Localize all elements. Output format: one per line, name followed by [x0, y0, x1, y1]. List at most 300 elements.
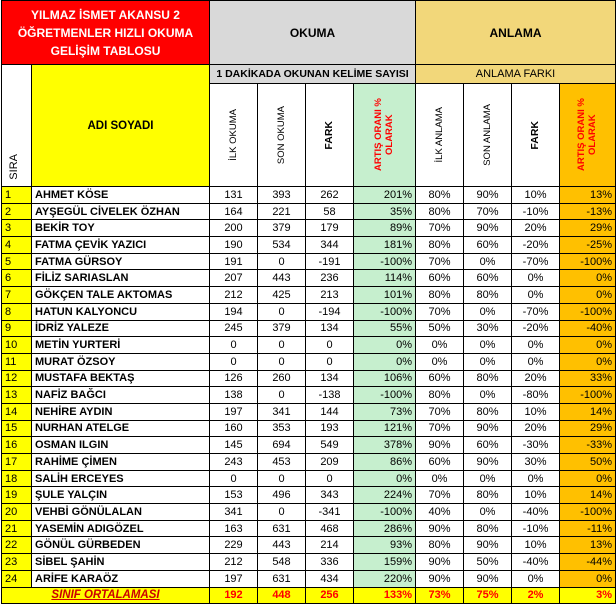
anlama-header-cell[interactable]: [416, 1, 616, 65]
ilk-anlama-cell[interactable]: 70%: [416, 420, 464, 437]
fark-anlama-cell[interactable]: 0%: [512, 270, 560, 287]
row-number-cell[interactable]: 3: [2, 220, 32, 237]
artis-anlama-cell[interactable]: 13%: [560, 537, 616, 554]
table-row: [2, 353, 616, 370]
ilk-anlama-cell[interactable]: 70%: [416, 220, 464, 237]
artis-okuma-cell[interactable]: 114%: [354, 270, 416, 287]
name-cell[interactable]: FATMA GÜRSOY: [32, 253, 210, 270]
ilk-okuma-cell[interactable]: 0: [210, 337, 258, 354]
fark-okuma-cell[interactable]: -341: [306, 504, 354, 521]
artis-okuma-cell[interactable]: 0%: [354, 470, 416, 487]
row-number-cell[interactable]: 7: [2, 287, 32, 304]
fark-okuma-cell[interactable]: 549: [306, 437, 354, 454]
fark-okuma-cell[interactable]: 434: [306, 570, 354, 587]
name-cell[interactable]: ŞULE YALÇIN: [32, 487, 210, 504]
table-row: [2, 270, 616, 287]
average-ilk-a-cell[interactable]: 73%: [416, 587, 464, 603]
row-number-cell[interactable]: 6: [2, 270, 32, 287]
fark-anlama-cell[interactable]: 20%: [512, 370, 560, 387]
row-number-cell[interactable]: 22: [2, 537, 32, 554]
table-row: [2, 537, 616, 554]
row-number-cell[interactable]: 15: [2, 420, 32, 437]
son-okuma-cell[interactable]: 0: [258, 337, 306, 354]
fark-okuma-header-cell[interactable]: [306, 84, 354, 187]
table-row: [2, 487, 616, 504]
ilk-anlama-cell[interactable]: 80%: [416, 237, 464, 254]
ilk-okuma-cell[interactable]: 164: [210, 203, 258, 220]
row-number-cell[interactable]: 24: [2, 570, 32, 587]
name-cell[interactable]: AHMET KÖSE: [32, 187, 210, 204]
ilk-okuma-cell[interactable]: 153: [210, 487, 258, 504]
artis-anlama-cell[interactable]: -11%: [560, 520, 616, 537]
ilk-anlama-cell[interactable]: 0%: [416, 470, 464, 487]
son-anlama-cell[interactable]: 90%: [464, 537, 512, 554]
son-okuma-cell[interactable]: 379: [258, 320, 306, 337]
row-number-cell[interactable]: 5: [2, 253, 32, 270]
son-anlama-header-cell[interactable]: [464, 84, 512, 187]
adi-soyadi-header: ADI SOYADI: [87, 119, 154, 132]
ilk-anlama-cell[interactable]: 80%: [416, 537, 464, 554]
son-okuma-cell[interactable]: 425: [258, 287, 306, 304]
table-row: [2, 570, 616, 587]
fark-okuma-cell[interactable]: 58: [306, 203, 354, 220]
artis-okuma-cell[interactable]: 121%: [354, 420, 416, 437]
name-cell[interactable]: SİBEL ŞAHİN: [32, 554, 210, 571]
table-row: [2, 337, 616, 354]
ilk-okuma-cell[interactable]: 212: [210, 554, 258, 571]
fark-anlama-cell[interactable]: 10%: [512, 537, 560, 554]
son-okuma-cell[interactable]: 353: [258, 420, 306, 437]
ilk-okuma-header: İLK OKUMA: [228, 109, 239, 161]
name-cell[interactable]: YASEMİN ADIGÖZEL: [32, 520, 210, 537]
ilk-anlama-header-cell[interactable]: [416, 84, 464, 187]
row-number-cell[interactable]: 16: [2, 437, 32, 454]
row-number-cell[interactable]: 18: [2, 470, 32, 487]
artis-okuma-cell[interactable]: 286%: [354, 520, 416, 537]
ilk-okuma-cell[interactable]: 212: [210, 287, 258, 304]
artis-anlama-cell[interactable]: 29%: [560, 420, 616, 437]
artis-okuma-cell[interactable]: 35%: [354, 203, 416, 220]
artis-anlama-cell[interactable]: -100%: [560, 303, 616, 320]
artis-anlama-cell[interactable]: -100%: [560, 504, 616, 521]
son-okuma-cell[interactable]: 341: [258, 403, 306, 420]
name-cell[interactable]: AYŞEGÜL CİVELEK ÖZHAN: [32, 203, 210, 220]
son-okuma-cell[interactable]: 0: [258, 504, 306, 521]
ilk-anlama-cell[interactable]: 80%: [416, 187, 464, 204]
table-row: [2, 520, 616, 537]
son-anlama-cell[interactable]: 60%: [464, 437, 512, 454]
fark-anlama-cell[interactable]: -40%: [512, 504, 560, 521]
artis-anlama-cell[interactable]: 13%: [560, 187, 616, 204]
son-anlama-cell[interactable]: 70%: [464, 203, 512, 220]
son-anlama-cell[interactable]: 0%: [464, 387, 512, 404]
row-number-cell[interactable]: 1: [2, 187, 32, 204]
fark-anlama-header: FARK: [529, 120, 542, 150]
ilk-okuma-cell[interactable]: 145: [210, 437, 258, 454]
artis-okuma-cell[interactable]: 0%: [354, 337, 416, 354]
artis-okuma-cell[interactable]: 159%: [354, 554, 416, 571]
row-number-cell[interactable]: 12: [2, 370, 32, 387]
ilk-okuma-cell[interactable]: 341: [210, 504, 258, 521]
artis-okuma-cell[interactable]: -100%: [354, 504, 416, 521]
average-fark-a-cell[interactable]: 2%: [512, 587, 560, 603]
son-anlama-cell[interactable]: 0%: [464, 337, 512, 354]
fark-okuma-cell[interactable]: 213: [306, 287, 354, 304]
name-cell[interactable]: NAFİZ BAĞCI: [32, 387, 210, 404]
fark-okuma-cell[interactable]: -138: [306, 387, 354, 404]
son-okuma-header: SON OKUMA: [276, 105, 287, 165]
table-row: [2, 320, 616, 337]
artis-okuma-header-cell[interactable]: [354, 84, 416, 187]
average-son-cell[interactable]: 448: [258, 587, 306, 603]
fark-okuma-cell[interactable]: 344: [306, 237, 354, 254]
average-ilk-cell[interactable]: 192: [210, 587, 258, 603]
fark-anlama-cell[interactable]: 20%: [512, 420, 560, 437]
son-anlama-cell[interactable]: 80%: [464, 370, 512, 387]
ilk-anlama-cell[interactable]: 60%: [416, 454, 464, 471]
son-anlama-cell[interactable]: 90%: [464, 420, 512, 437]
fark-okuma-cell[interactable]: 144: [306, 403, 354, 420]
ilk-anlama-cell[interactable]: 0%: [416, 353, 464, 370]
fark-anlama-cell[interactable]: -10%: [512, 203, 560, 220]
fark-anlama-cell[interactable]: -70%: [512, 253, 560, 270]
ilk-okuma-cell[interactable]: 197: [210, 403, 258, 420]
name-cell[interactable]: METİN YURTERİ: [32, 337, 210, 354]
fark-okuma-cell[interactable]: 468: [306, 520, 354, 537]
sira-header-cell[interactable]: [2, 65, 32, 187]
okuma-subheader-cell[interactable]: [210, 65, 416, 84]
ilk-okuma-cell[interactable]: 0: [210, 353, 258, 370]
sira-header: SIRA: [8, 154, 20, 180]
name-cell[interactable]: NURHAN ATELGE: [32, 420, 210, 437]
ilk-anlama-cell[interactable]: 90%: [416, 554, 464, 571]
fark-okuma-header: FARK: [323, 120, 335, 150]
fark-anlama-cell[interactable]: -10%: [512, 520, 560, 537]
ilk-anlama-cell[interactable]: 70%: [416, 403, 464, 420]
fark-okuma-cell[interactable]: -194: [306, 303, 354, 320]
name-cell[interactable]: RAHİME ÇİMEN: [32, 454, 210, 471]
average-fark-cell[interactable]: 256: [306, 587, 354, 603]
fark-okuma-cell[interactable]: 343: [306, 487, 354, 504]
table-row: [2, 454, 616, 471]
artis-okuma-cell[interactable]: 106%: [354, 370, 416, 387]
fark-okuma-cell[interactable]: 134: [306, 320, 354, 337]
son-okuma-cell[interactable]: 393: [258, 187, 306, 204]
artis-okuma-cell[interactable]: 93%: [354, 537, 416, 554]
son-anlama-cell[interactable]: 90%: [464, 220, 512, 237]
son-okuma-cell[interactable]: 443: [258, 537, 306, 554]
fark-okuma-cell[interactable]: 0: [306, 337, 354, 354]
fark-okuma-cell[interactable]: 336: [306, 554, 354, 571]
row-number-cell[interactable]: 11: [2, 353, 32, 370]
name-cell[interactable]: FATMA ÇEVİK YAZICI: [32, 237, 210, 254]
name-cell[interactable]: BEKİR TOY: [32, 220, 210, 237]
son-anlama-cell[interactable]: 0%: [464, 470, 512, 487]
anlama-header: ANLAMA: [489, 25, 542, 40]
progress-table: [1, 0, 616, 604]
son-okuma-cell[interactable]: 0: [258, 470, 306, 487]
ilk-anlama-cell[interactable]: 70%: [416, 487, 464, 504]
ilk-anlama-cell[interactable]: 70%: [416, 253, 464, 270]
artis-anlama-cell[interactable]: 50%: [560, 454, 616, 471]
son-okuma-cell[interactable]: 496: [258, 487, 306, 504]
row-number-cell[interactable]: 8: [2, 303, 32, 320]
row-number-cell[interactable]: 2: [2, 203, 32, 220]
average-son-a-cell[interactable]: 75%: [464, 587, 512, 603]
son-okuma-cell[interactable]: 631: [258, 520, 306, 537]
ilk-okuma-cell[interactable]: 207: [210, 270, 258, 287]
ilk-okuma-cell[interactable]: 245: [210, 320, 258, 337]
table-row: [2, 303, 616, 320]
ilk-anlama-cell[interactable]: 80%: [416, 287, 464, 304]
name-cell[interactable]: İDRİZ YALEZE: [32, 320, 210, 337]
artis-okuma-cell[interactable]: 201%: [354, 187, 416, 204]
son-anlama-cell[interactable]: 80%: [464, 520, 512, 537]
son-anlama-cell[interactable]: 50%: [464, 554, 512, 571]
ilk-okuma-cell[interactable]: 194: [210, 303, 258, 320]
ilk-anlama-cell[interactable]: 80%: [416, 203, 464, 220]
son-anlama-cell[interactable]: 60%: [464, 237, 512, 254]
average-oran-cell[interactable]: 133%: [354, 587, 416, 603]
son-anlama-cell[interactable]: 0%: [464, 504, 512, 521]
son-anlama-header: SON ANLAMA: [482, 104, 494, 166]
fark-anlama-cell[interactable]: -40%: [512, 554, 560, 571]
row-number-cell[interactable]: 10: [2, 337, 32, 354]
artis-anlama-cell[interactable]: 0%: [560, 270, 616, 287]
fark-okuma-cell[interactable]: 262: [306, 187, 354, 204]
fark-okuma-cell[interactable]: 0: [306, 470, 354, 487]
artis-anlama-cell[interactable]: 0%: [560, 353, 616, 370]
name-cell[interactable]: MURAT ÖZSOY: [32, 353, 210, 370]
fark-okuma-cell[interactable]: 193: [306, 420, 354, 437]
ilk-anlama-cell[interactable]: 90%: [416, 437, 464, 454]
ilk-anlama-cell[interactable]: 90%: [416, 570, 464, 587]
artis-anlama-cell[interactable]: 0%: [560, 287, 616, 304]
fark-anlama-cell[interactable]: -30%: [512, 437, 560, 454]
artis-okuma-cell[interactable]: 181%: [354, 237, 416, 254]
son-okuma-cell[interactable]: 0: [258, 253, 306, 270]
fark-anlama-cell[interactable]: 0%: [512, 353, 560, 370]
ilk-okuma-cell[interactable]: 190: [210, 237, 258, 254]
artis-anlama-cell[interactable]: -100%: [560, 253, 616, 270]
name-cell[interactable]: GÖNÜL GÜRBEDEN: [32, 537, 210, 554]
artis-okuma-cell[interactable]: -100%: [354, 303, 416, 320]
fark-anlama-header-cell[interactable]: [512, 84, 560, 187]
table-row: [2, 387, 616, 404]
artis-anlama-cell[interactable]: 0%: [560, 470, 616, 487]
ilk-anlama-cell[interactable]: 90%: [416, 520, 464, 537]
son-okuma-cell[interactable]: 0: [258, 387, 306, 404]
ilk-okuma-cell[interactable]: 243: [210, 454, 258, 471]
son-okuma-cell[interactable]: 631: [258, 570, 306, 587]
name-cell[interactable]: MUSTAFA BEKTAŞ: [32, 370, 210, 387]
son-okuma-cell[interactable]: 260: [258, 370, 306, 387]
fark-okuma-cell[interactable]: 214: [306, 537, 354, 554]
artis-anlama-header: ARTIŞ ORANI % OLARAK: [575, 98, 598, 172]
ilk-okuma-cell[interactable]: 229: [210, 537, 258, 554]
ilk-okuma-cell[interactable]: 126: [210, 370, 258, 387]
fark-anlama-cell[interactable]: 20%: [512, 220, 560, 237]
name-cell[interactable]: HATUN KALYONCU: [32, 303, 210, 320]
ilk-okuma-cell[interactable]: 160: [210, 420, 258, 437]
row-number-cell[interactable]: 21: [2, 520, 32, 537]
row-number-cell[interactable]: 20: [2, 504, 32, 521]
table-row: [2, 470, 616, 487]
fark-okuma-cell[interactable]: 179: [306, 220, 354, 237]
son-okuma-cell[interactable]: 0: [258, 303, 306, 320]
ilk-okuma-cell[interactable]: 200: [210, 220, 258, 237]
ilk-okuma-cell[interactable]: 197: [210, 570, 258, 587]
son-anlama-cell[interactable]: 0%: [464, 303, 512, 320]
artis-okuma-cell[interactable]: 55%: [354, 320, 416, 337]
fark-anlama-cell[interactable]: 0%: [512, 337, 560, 354]
son-anlama-cell[interactable]: 80%: [464, 287, 512, 304]
artis-okuma-cell[interactable]: 378%: [354, 437, 416, 454]
son-okuma-cell[interactable]: 453: [258, 454, 306, 471]
son-okuma-cell[interactable]: 534: [258, 237, 306, 254]
table-row: [2, 403, 616, 420]
artis-okuma-cell[interactable]: 0%: [354, 353, 416, 370]
ilk-anlama-header: İLK ANLAMA: [434, 107, 446, 163]
fark-anlama-cell[interactable]: 10%: [512, 487, 560, 504]
row-number-cell[interactable]: 14: [2, 403, 32, 420]
son-anlama-cell[interactable]: 0%: [464, 353, 512, 370]
ilk-anlama-cell[interactable]: 60%: [416, 270, 464, 287]
average-row: [2, 587, 616, 603]
artis-anlama-cell[interactable]: 14%: [560, 487, 616, 504]
fark-okuma-cell[interactable]: 236: [306, 270, 354, 287]
fark-anlama-cell[interactable]: -70%: [512, 303, 560, 320]
table-row: [2, 420, 616, 437]
ilk-okuma-cell[interactable]: 191: [210, 253, 258, 270]
ilk-okuma-cell[interactable]: 138: [210, 387, 258, 404]
artis-anlama-cell[interactable]: 14%: [560, 403, 616, 420]
row-number-cell[interactable]: 19: [2, 487, 32, 504]
ilk-okuma-cell[interactable]: 163: [210, 520, 258, 537]
row-number-cell[interactable]: 17: [2, 454, 32, 471]
row-number-cell[interactable]: 13: [2, 387, 32, 404]
name-cell[interactable]: SALİH ERCEYES: [32, 470, 210, 487]
artis-okuma-cell[interactable]: -100%: [354, 387, 416, 404]
average-label-cell[interactable]: SINIF ORTALAMASI: [2, 587, 210, 603]
artis-anlama-cell[interactable]: 33%: [560, 370, 616, 387]
table-row: [2, 237, 616, 254]
fark-okuma-cell[interactable]: -191: [306, 253, 354, 270]
name-cell[interactable]: NEHİRE AYDIN: [32, 403, 210, 420]
ilk-anlama-cell[interactable]: 0%: [416, 337, 464, 354]
son-okuma-cell[interactable]: 443: [258, 270, 306, 287]
artis-okuma-cell[interactable]: 224%: [354, 487, 416, 504]
fark-anlama-cell[interactable]: 0%: [512, 570, 560, 587]
fark-anlama-cell[interactable]: -80%: [512, 387, 560, 404]
son-okuma-header-cell[interactable]: [258, 84, 306, 187]
artis-okuma-header: ARTIŞ ORANI % OLARAK: [372, 98, 395, 172]
artis-anlama-cell[interactable]: -13%: [560, 203, 616, 220]
artis-anlama-cell[interactable]: -100%: [560, 387, 616, 404]
artis-anlama-cell[interactable]: -40%: [560, 320, 616, 337]
fark-anlama-cell[interactable]: 0%: [512, 470, 560, 487]
son-anlama-cell[interactable]: 80%: [464, 403, 512, 420]
sheet-title: YILMAZ İSMET AKANSU 2 ÖĞRETMENLER HIZLI OKUMA GELİŞİM TABLOSU: [17, 7, 194, 58]
fark-anlama-cell[interactable]: 10%: [512, 403, 560, 420]
son-anlama-cell[interactable]: 90%: [464, 454, 512, 471]
fark-anlama-cell[interactable]: -20%: [512, 320, 560, 337]
artis-anlama-cell[interactable]: 0%: [560, 337, 616, 354]
artis-okuma-cell[interactable]: -100%: [354, 253, 416, 270]
artis-anlama-header-cell[interactable]: [560, 84, 616, 187]
ilk-okuma-cell[interactable]: 0: [210, 470, 258, 487]
son-anlama-cell[interactable]: 60%: [464, 270, 512, 287]
son-anlama-cell[interactable]: 80%: [464, 487, 512, 504]
son-anlama-cell[interactable]: 90%: [464, 187, 512, 204]
son-anlama-cell[interactable]: 30%: [464, 320, 512, 337]
son-okuma-cell[interactable]: 379: [258, 220, 306, 237]
artis-okuma-cell[interactable]: 101%: [354, 287, 416, 304]
table-row: [2, 253, 616, 270]
name-cell[interactable]: OSMAN ILGIN: [32, 437, 210, 454]
adi-soyadi-header-cell[interactable]: [32, 65, 210, 187]
anlama-subheader-cell[interactable]: [416, 65, 616, 84]
artis-okuma-cell[interactable]: 89%: [354, 220, 416, 237]
table-row: [2, 187, 616, 204]
son-anlama-cell[interactable]: 90%: [464, 570, 512, 587]
row-number-cell[interactable]: 23: [2, 554, 32, 571]
fark-okuma-cell[interactable]: 0: [306, 353, 354, 370]
artis-anlama-cell[interactable]: 0%: [560, 570, 616, 587]
table-row: [2, 504, 616, 521]
sheet-title-cell[interactable]: [2, 1, 210, 65]
artis-anlama-cell[interactable]: 29%: [560, 220, 616, 237]
artis-okuma-cell[interactable]: 220%: [354, 570, 416, 587]
fark-anlama-cell[interactable]: 0%: [512, 287, 560, 304]
fark-anlama-cell[interactable]: 30%: [512, 454, 560, 471]
name-cell[interactable]: ARİFE KARAÖZ: [32, 570, 210, 587]
row-number-cell[interactable]: 9: [2, 320, 32, 337]
fark-anlama-cell[interactable]: -20%: [512, 237, 560, 254]
average-oran-a-cell[interactable]: 3%: [560, 587, 616, 603]
name-cell[interactable]: FİLİZ SARIASLAN: [32, 270, 210, 287]
okuma-header-cell[interactable]: [210, 1, 416, 65]
son-okuma-cell[interactable]: 548: [258, 554, 306, 571]
son-okuma-cell[interactable]: 0: [258, 353, 306, 370]
ilk-okuma-header-cell[interactable]: [210, 84, 258, 187]
son-okuma-cell[interactable]: 694: [258, 437, 306, 454]
artis-anlama-cell[interactable]: -44%: [560, 554, 616, 571]
ilk-anlama-cell[interactable]: 70%: [416, 303, 464, 320]
artis-anlama-cell[interactable]: -33%: [560, 437, 616, 454]
artis-okuma-cell[interactable]: 86%: [354, 454, 416, 471]
table-row: [2, 437, 616, 454]
son-anlama-cell[interactable]: 0%: [464, 253, 512, 270]
ilk-anlama-cell[interactable]: 80%: [416, 387, 464, 404]
ilk-okuma-cell[interactable]: 131: [210, 187, 258, 204]
artis-okuma-cell[interactable]: 73%: [354, 403, 416, 420]
okuma-subheader: 1 DAKİKADA OKUNAN KELİME SAYISI: [216, 68, 409, 80]
fark-okuma-cell[interactable]: 134: [306, 370, 354, 387]
ilk-anlama-cell[interactable]: 50%: [416, 320, 464, 337]
table-row: [2, 203, 616, 220]
name-cell[interactable]: GÖKÇEN TALE AKTOMAS: [32, 287, 210, 304]
table-row: [2, 287, 616, 304]
fark-okuma-cell[interactable]: 209: [306, 454, 354, 471]
artis-anlama-cell[interactable]: -25%: [560, 237, 616, 254]
name-cell[interactable]: VEHBİ GÖNÜLALAN: [32, 504, 210, 521]
ilk-anlama-cell[interactable]: 60%: [416, 370, 464, 387]
fark-anlama-cell[interactable]: 10%: [512, 187, 560, 204]
ilk-anlama-cell[interactable]: 40%: [416, 504, 464, 521]
son-okuma-cell[interactable]: 221: [258, 203, 306, 220]
row-number-cell[interactable]: 4: [2, 237, 32, 254]
